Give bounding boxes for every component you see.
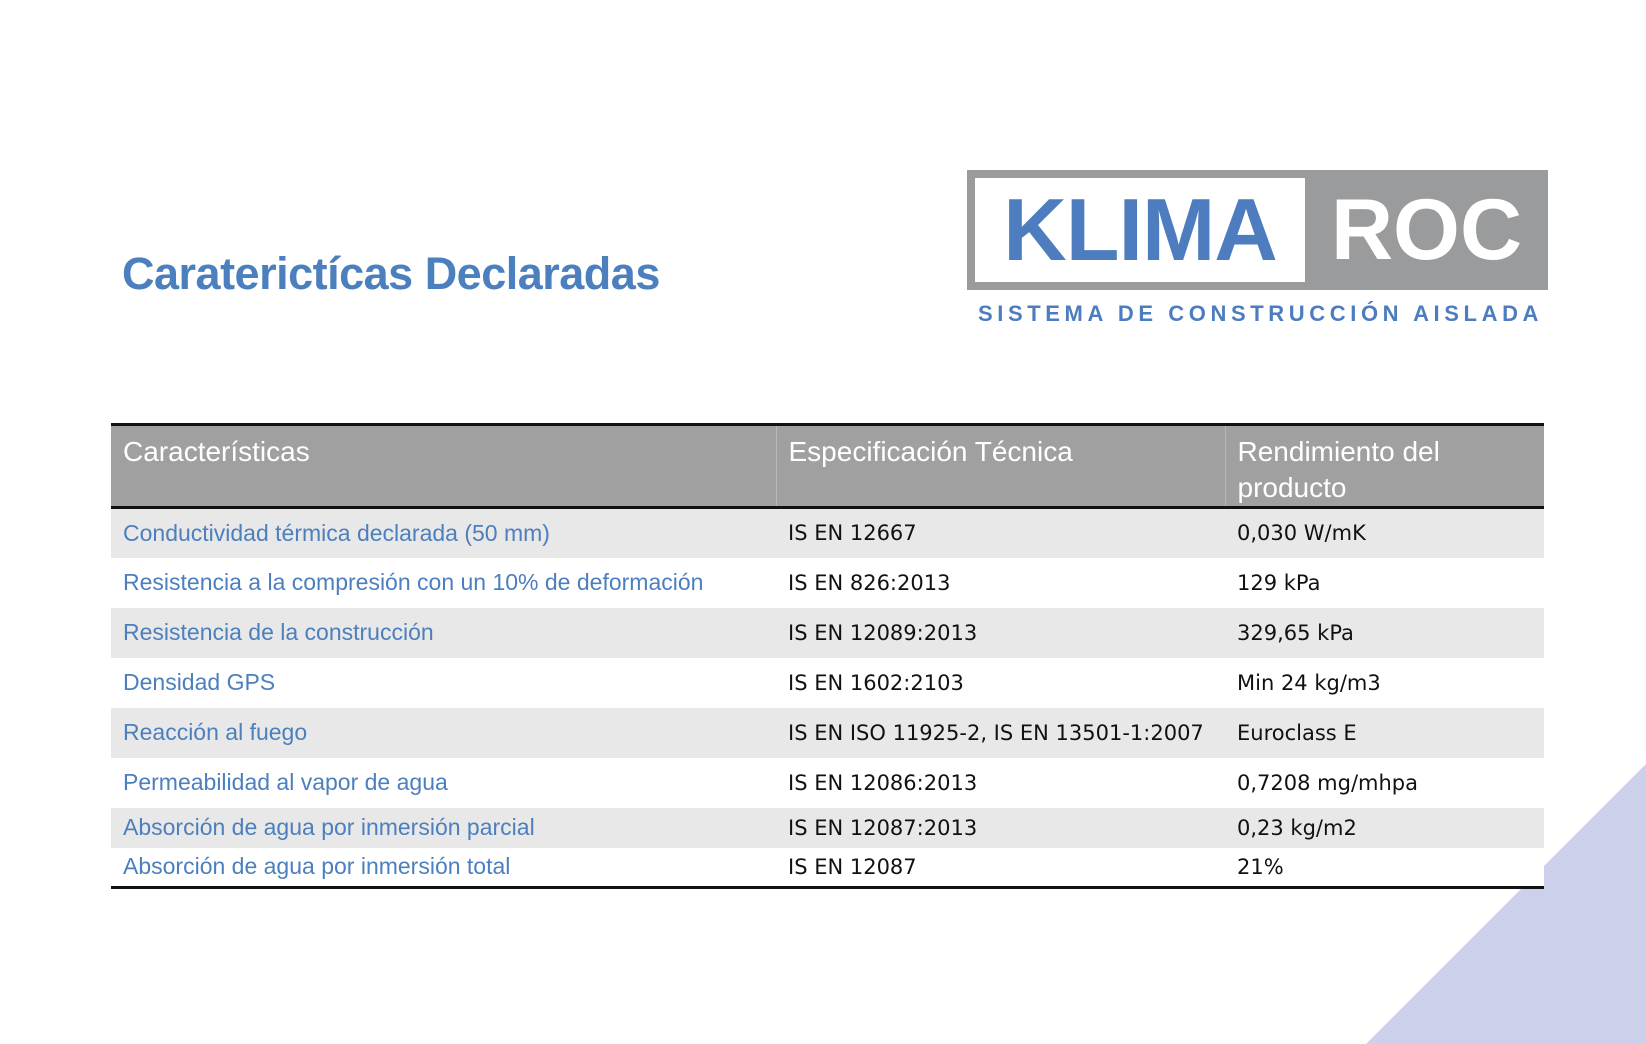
logo-klima-text: KLIMA: [1003, 180, 1277, 279]
header-product-performance: Rendimiento del producto: [1225, 425, 1544, 508]
performance-cell: 0,030 W/mK: [1237, 521, 1366, 546]
table-row: [111, 848, 1544, 888]
table-row: [111, 658, 1544, 708]
characteristic-cell: Resistencia de la construcción: [123, 619, 434, 645]
spec-cell: IS EN 12086:2013: [788, 770, 978, 795]
spec-cell: IS EN 1602:2103: [788, 670, 964, 695]
characteristic-cell: Permeabilidad al vapor de agua: [123, 769, 448, 795]
table-row: [111, 608, 1544, 658]
logo-left-panel: [975, 178, 1305, 282]
table-row: [111, 558, 1544, 608]
header-characteristics: Características: [123, 436, 310, 467]
characteristic-cell: Conductividad térmica declarada (50 mm): [123, 519, 550, 546]
table-row: [111, 808, 1544, 848]
performance-cell: 21%: [1237, 854, 1284, 879]
logo-box: [967, 170, 1548, 290]
performance-cell: 0,23 kg/m2: [1237, 815, 1357, 840]
spec-cell: IS EN 12667: [788, 521, 917, 546]
klimaroc-logo: [967, 170, 1548, 330]
page-title: Caraterictícas Declaradas: [122, 248, 660, 299]
characteristic-cell: Reacción al fuego: [123, 719, 308, 745]
spec-cell: IS EN 12087:2013: [788, 815, 978, 840]
logo-tagline: SISTEMA DE CONSTRUCCIÓN AISLADA: [977, 301, 1544, 326]
table-row: [111, 758, 1544, 808]
spec-cell: IS EN 12089:2013: [788, 620, 978, 645]
characteristic-cell: Resistencia a la compresión con un 10% de deformación: [123, 569, 704, 595]
characteristic-cell: Absorción de agua por inmersión parcial: [123, 814, 535, 840]
spec-cell: IS EN 12087: [788, 854, 917, 879]
characteristic-cell: Absorción de agua por inmersión total: [123, 853, 511, 880]
spec-cell: IS EN 826:2013: [788, 570, 951, 595]
characteristics-table: [111, 423, 1544, 889]
logo-roc-text: ROC: [1330, 182, 1523, 278]
table-row: [111, 708, 1544, 758]
characteristic-cell: Densidad GPS: [123, 669, 276, 695]
performance-cell: Euroclass E: [1237, 720, 1357, 745]
performance-cell: Min 24 kg/m3: [1237, 670, 1381, 695]
performance-cell: 0,7208 mg/mhpa: [1237, 770, 1418, 795]
table-header-row: [111, 425, 1544, 508]
table-row: [111, 508, 1544, 558]
header-technical-spec: Especificación Técnica: [776, 425, 1225, 508]
performance-cell: 329,65 kPa: [1237, 620, 1354, 645]
spec-cell: IS EN ISO 11925-2, IS EN 13501-1:2007: [788, 720, 1204, 745]
performance-cell: 129 kPa: [1237, 570, 1321, 595]
